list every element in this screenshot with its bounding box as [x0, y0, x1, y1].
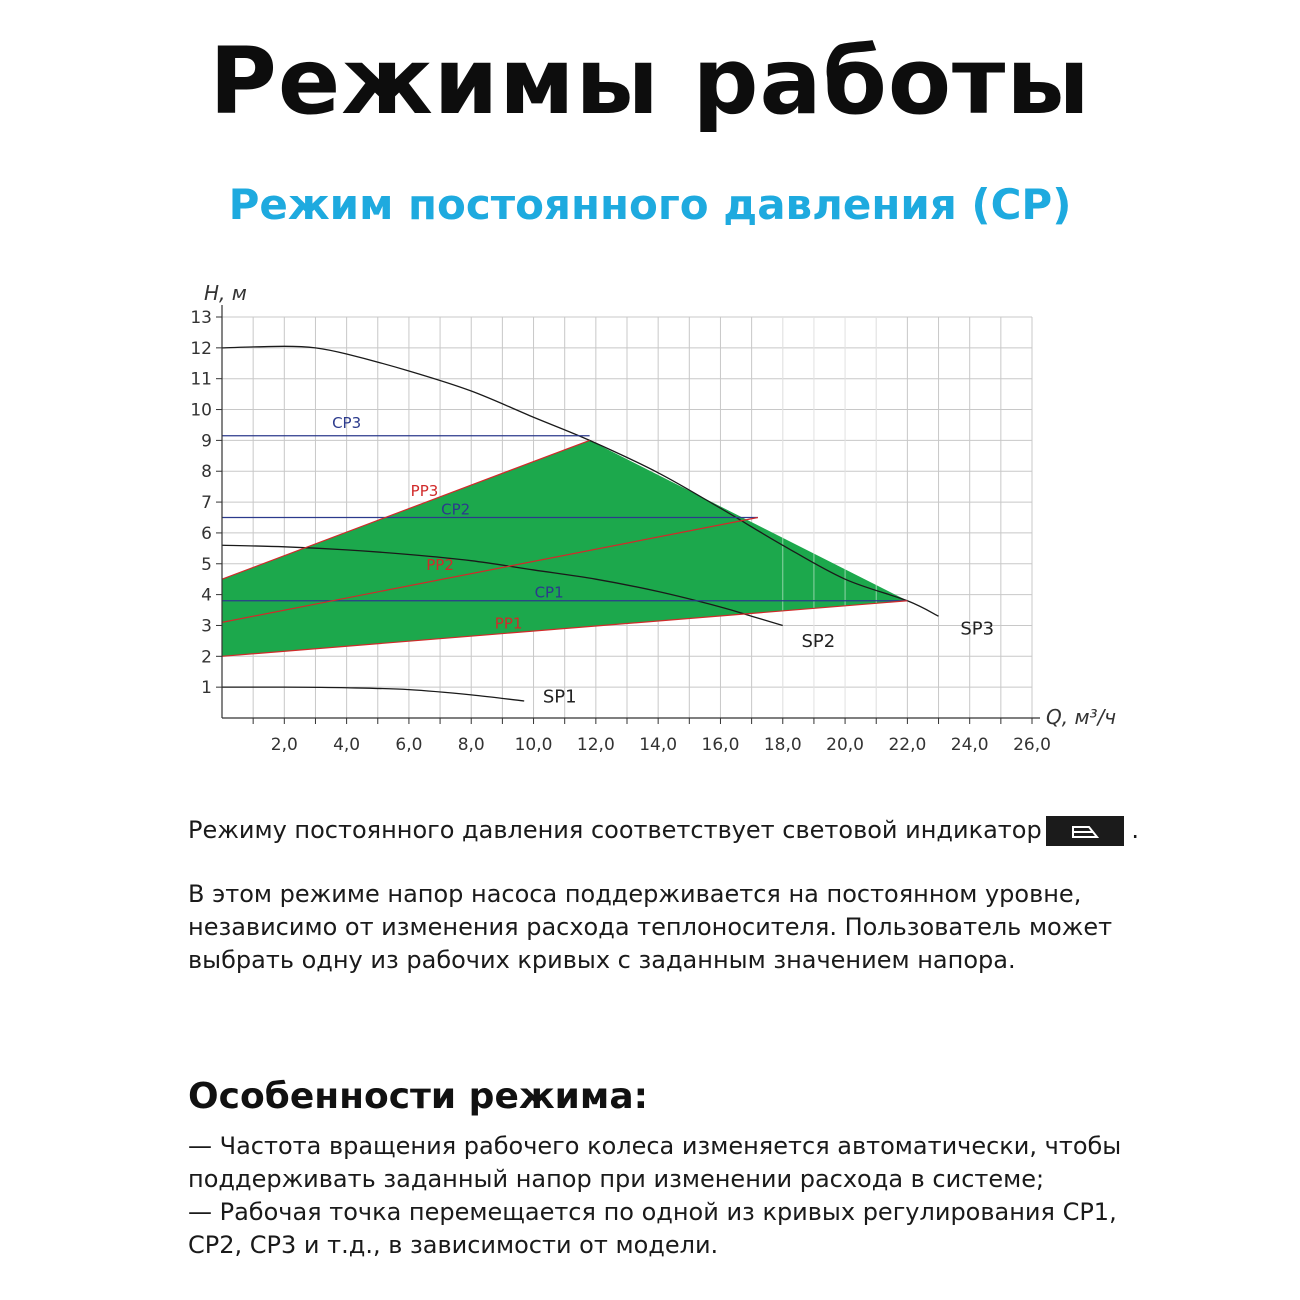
y-tick-label: 6: [201, 523, 212, 544]
x-tick-label: 22,0: [888, 735, 927, 755]
y-tick-label: 5: [201, 554, 212, 575]
x-tick-label: 10,0: [514, 735, 553, 755]
x-tick-label: 20,0: [826, 735, 865, 755]
features-list: [188, 1130, 1148, 1262]
feature-item: — Частота вращения рабочего колеса изменяется автоматически, чтобы поддерживать заданный напор при изменении расхода в системе;: [188, 1132, 1122, 1193]
series-label-pp1: PP1: [494, 614, 523, 633]
pressure-mode-icon: [1046, 816, 1124, 846]
series-label-sp3: SP3: [960, 618, 995, 640]
feature-item: — Рабочая точка перемещается по одной из кривых регулирования CP1, CP2, CP3 и т.д., в зависимости от модели.: [188, 1198, 1117, 1259]
x-tick-label: 4,0: [333, 735, 361, 755]
x-tick-label: 14,0: [639, 735, 678, 755]
features-title: Особенности режима:: [188, 1076, 649, 1117]
series-label-cp3: CP3: [332, 414, 362, 433]
y-tick-label: 13: [190, 308, 212, 328]
x-tick-label: 6,0: [395, 735, 423, 755]
series-line-sp1: [222, 687, 524, 701]
series-label-sp2: SP2: [801, 631, 836, 653]
y-tick-label: 4: [201, 585, 212, 606]
series-label-pp2: PP2: [426, 555, 454, 574]
x-tick-label: 2,0: [270, 735, 298, 755]
series-label-cp2: CP2: [441, 500, 471, 519]
mode-description: В этом режиме напор насоса поддерживается на постоянном уровне, независимо от изменения расхода теплоносителя. Пользователь может выбрать одну из рабочих кривых с заданным значением напора.: [188, 880, 1113, 974]
y-tick-label: 3: [201, 616, 212, 637]
x-axis-title: Q, м³/ч: [1046, 705, 1117, 729]
x-tick-label: 12,0: [576, 735, 615, 755]
pump-curve-chart: [0, 270, 1300, 790]
y-tick-label: 8: [201, 462, 212, 483]
x-tick-label: 16,0: [701, 735, 740, 755]
x-tick-label: 26,0: [1013, 735, 1051, 755]
series-label-pp3: PP3: [410, 481, 439, 500]
y-tick-label: 7: [201, 493, 212, 514]
y-tick-label: 11: [190, 369, 212, 390]
y-tick-label: 9: [201, 431, 212, 452]
y-tick-label: 10: [190, 400, 212, 421]
y-tick-label: 12: [190, 338, 212, 359]
x-tick-label: 24,0: [950, 735, 989, 755]
page-subtitle: Режим постоянного давления (CP): [228, 180, 1072, 229]
indicator-text-prefix: Режиму постоянного давления соответствует световой индикатор: [188, 816, 1042, 844]
cp-indicator-icon: [1046, 816, 1124, 846]
page-title: Режимы работы: [209, 28, 1091, 135]
x-tick-label: 8,0: [457, 735, 485, 755]
series-label-sp1: SP1: [542, 686, 577, 708]
indicator-text-suffix: .: [1131, 816, 1139, 844]
x-tick-label: 18,0: [763, 735, 802, 755]
indicator-text: [188, 814, 1148, 847]
y-axis-title: H, м: [204, 281, 247, 305]
y-tick-label: 1: [201, 678, 212, 699]
y-tick-label: 2: [201, 647, 212, 668]
series-label-cp1: CP1: [534, 583, 564, 602]
